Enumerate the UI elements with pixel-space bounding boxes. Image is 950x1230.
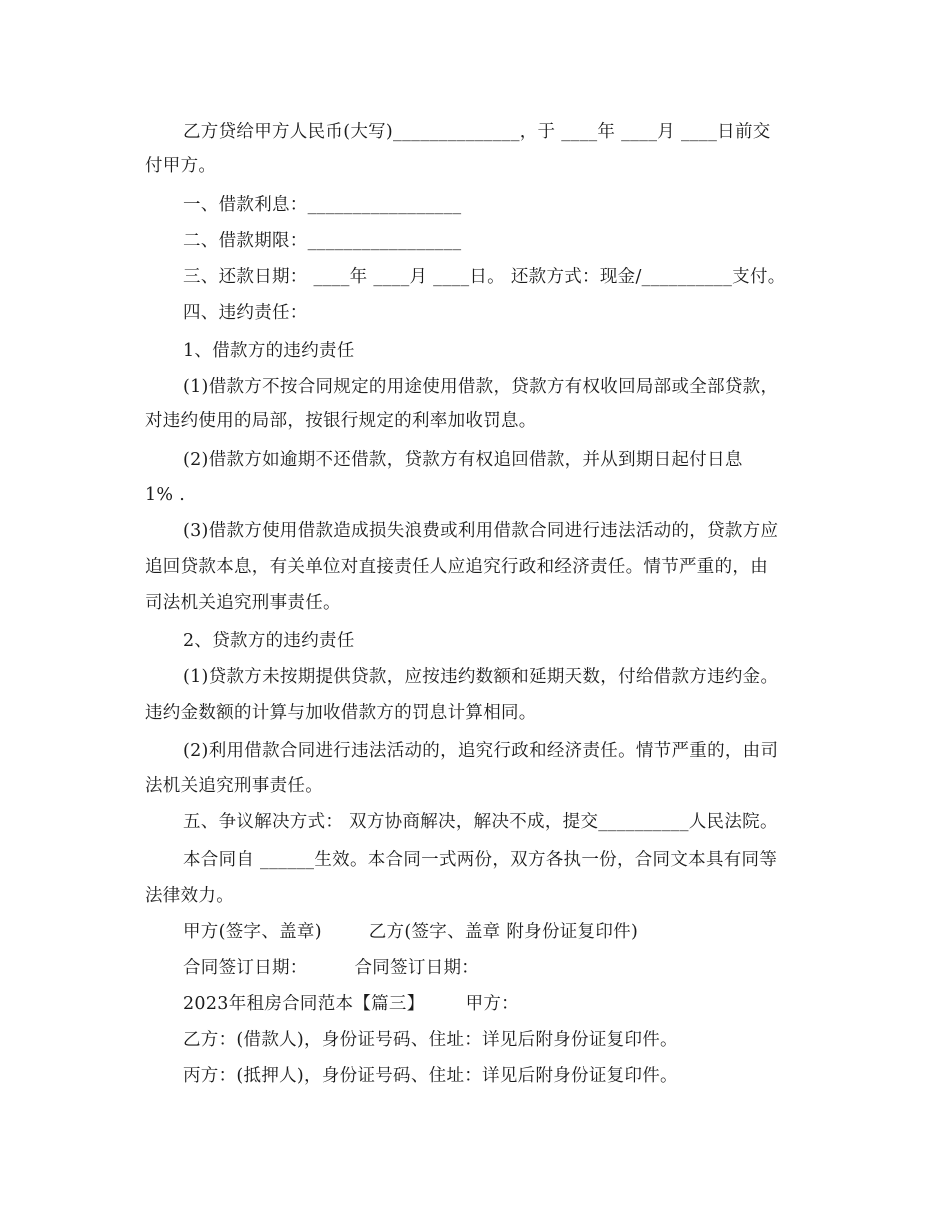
borrower-liability-2: (2)借款方如逾期不还借款，贷款方有权追回借款，并从到期日起付日息	[183, 450, 743, 470]
paragraph-loan-delivery-cont: 付甲方。	[145, 156, 217, 176]
borrower-liability-2-cont: 1% .	[145, 485, 186, 505]
lender-liability-1: (1)贷款方未按期提供贷款，应按违约数额和延期天数，付给借款方违约金。	[183, 667, 779, 687]
signing-date-line: 合同签订日期： 合同签订日期：	[183, 958, 480, 978]
clause-effective-cont: 法律效力。	[145, 886, 234, 906]
clause-dispute: 五、争议解决方式： 双方协商解决，解决不成，提交__________人民法院。	[183, 812, 778, 832]
section-title-line: 2023年租房合同范本【篇三】 甲方：	[183, 994, 519, 1014]
borrower-liability-1-cont: 对违约使用的局部，按银行规定的利率加收罚息。	[145, 411, 537, 431]
clause-effective: 本合同自 ______生效。本合同一式两份，双方各执一份，合同文本具有同等	[183, 850, 778, 870]
clause-interest: 一、借款利息：_________________	[183, 195, 462, 215]
borrower-liability-heading: 1、借款方的违约责任	[183, 341, 355, 361]
clause-liability-heading: 四、违约责任：	[183, 303, 308, 323]
paragraph-loan-delivery: 乙方贷给甲方人民币(大写)______________，于 ____年 ____月 ____日前交	[183, 122, 771, 142]
lender-liability-2: (2)利用借款合同进行违法活动的，追究行政和经济责任。情节严重的，由司	[183, 741, 779, 761]
party-c-line: 丙方：(抵押人)，身份证号码、住址：详见后附身份证复印件。	[183, 1066, 678, 1086]
party-b-line: 乙方：(借款人)，身份证号码、住址：详见后附身份证复印件。	[183, 1030, 678, 1050]
borrower-liability-3-cont1: 追回贷款本息，有关单位对直接责任人应追究行政和经济责任。情节严重的，由	[145, 557, 768, 577]
lender-liability-2-cont: 法机关追究刑事责任。	[145, 776, 323, 796]
lender-liability-heading: 2、贷款方的违约责任	[183, 631, 355, 651]
signature-line: 甲方(签字、盖章) 乙方(签字、盖章 附身份证复印件)	[183, 922, 639, 942]
borrower-liability-3: (3)借款方使用借款造成损失浪费或利用借款合同进行违法活动的，贷款方应	[183, 521, 779, 541]
clause-repayment: 三、还款日期： ____年 ____月 ____日。 还款方式：现金/__________支付。	[183, 267, 786, 287]
clause-term: 二、借款期限：_________________	[183, 231, 462, 251]
borrower-liability-3-cont2: 司法机关追究刑事责任。	[145, 593, 341, 613]
borrower-liability-1: (1)借款方不按合同规定的用途使用借款，贷款方有权收回局部或全部贷款，	[183, 377, 779, 397]
lender-liability-1-cont: 违约金数额的计算与加收借款方的罚息计算相同。	[145, 703, 537, 723]
